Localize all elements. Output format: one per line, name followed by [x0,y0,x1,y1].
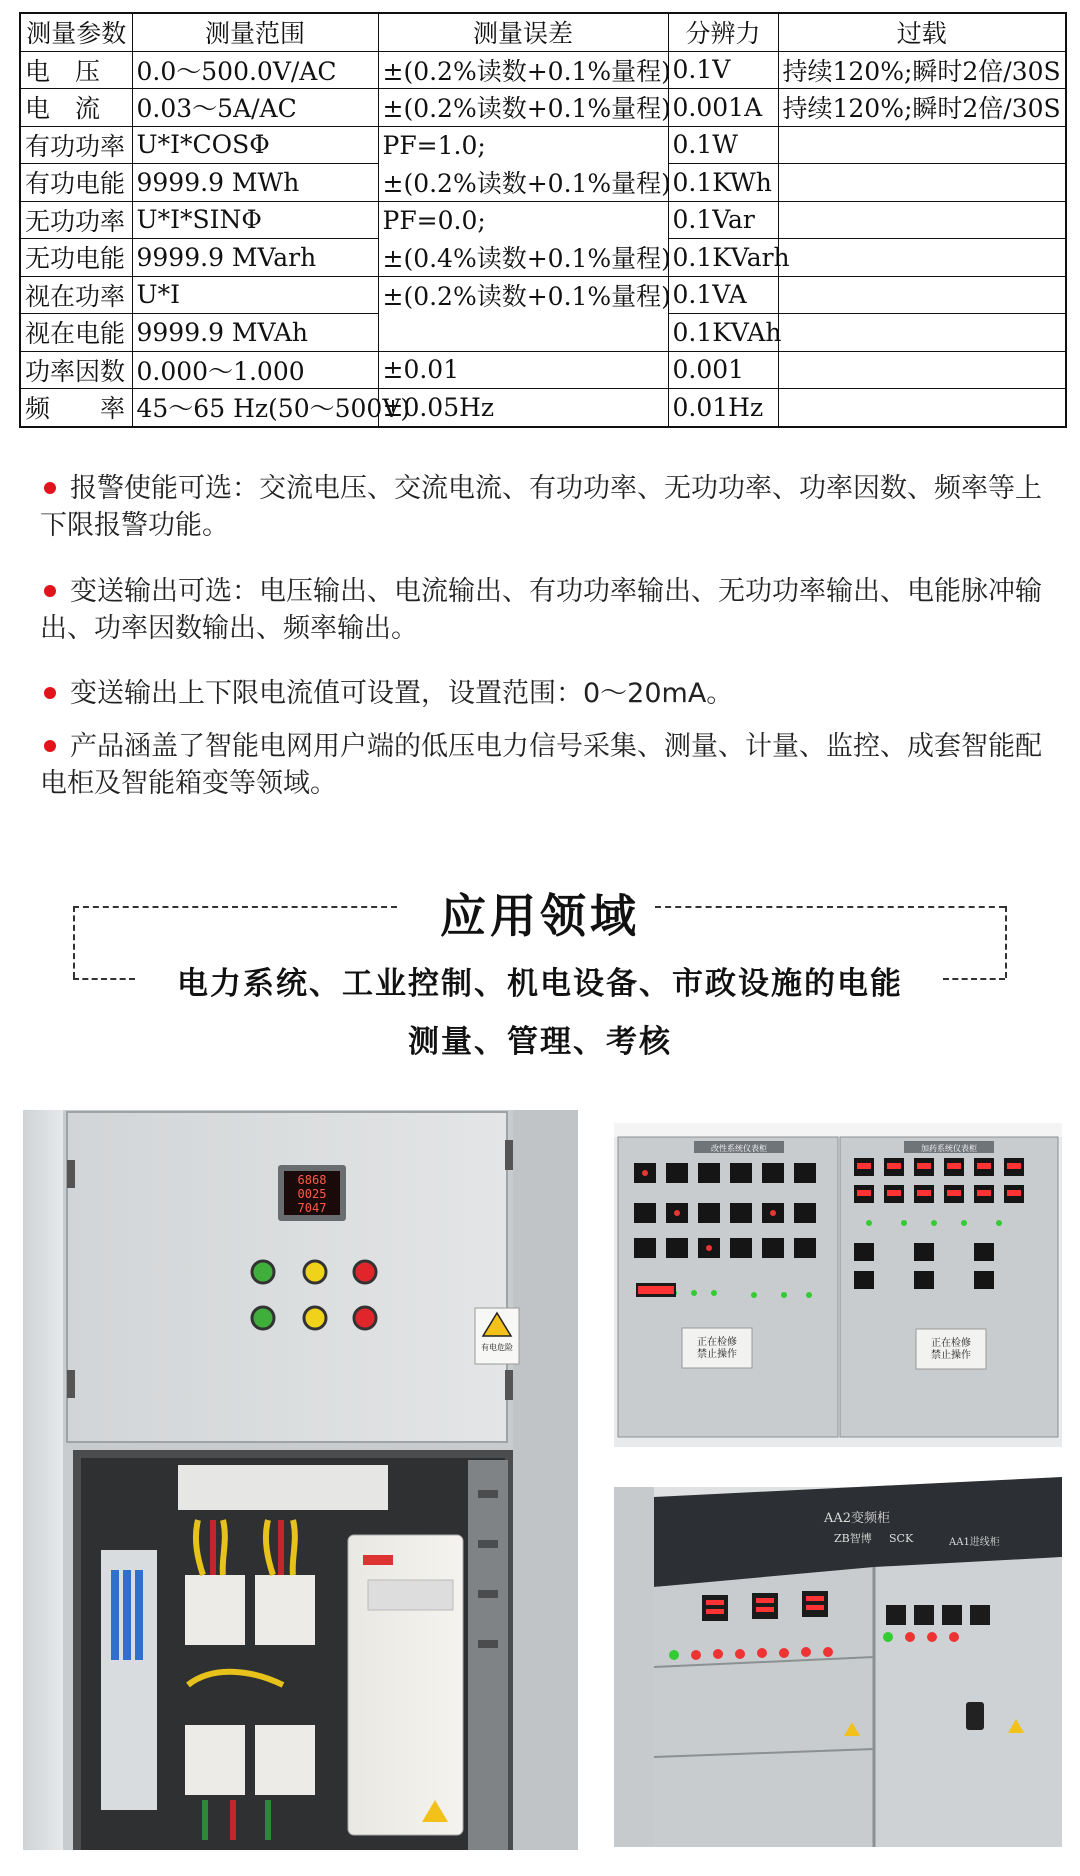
bullet-text: 变送输出可选：电压输出、电流输出、有功功率输出、无功功率输出、电能脉冲输出、功率因数输出、频率输出。 [40,576,1042,644]
bullet-text: 变送输出上下限电流值可设置，设置范围：0～20mA。 [70,678,734,709]
table-row [20,239,1066,277]
cell-error: ±0.05Hz [378,389,668,427]
sign-right: 正在检修禁止操作 [931,1338,971,1361]
cell-overload [778,276,1066,314]
panel-meter [278,1165,346,1221]
cell-range: 9999.9 MWh [132,164,378,202]
bullet-text: 产品涵盖了智能电网用户端的低压电力信号采集、测量、计量、监控、成套智能配电柜及智能箱变等领域。 [40,731,1042,799]
meter-line-3: 7047 [297,1201,327,1215]
photo-distribution-cabinets [614,1487,1062,1847]
warning-label-text: 有电危险 [481,1343,513,1352]
bullet-dot [44,687,56,699]
header-overload: 过载 [778,13,1066,51]
cell-range: U*I*SINΦ [132,201,378,239]
cell-resolution: 0.001A [668,89,778,127]
cell-error: ±(0.4%读数+0.1%量程) [378,239,668,277]
bullet-dot [44,740,56,752]
cell-overload [778,314,1066,352]
cell-error: PF=0.0; [378,201,668,239]
panel-header-left: 改性系统仪表柜 [711,1144,767,1153]
table-row [20,314,1066,352]
cell-range: 45～65 Hz(50～500V) [132,389,378,427]
table-row [20,51,1066,89]
cell-error: ±(0.2%读数+0.1%量程) [378,51,668,89]
cell-param: 电 流 [20,89,132,127]
cell-param: 有功功率 [20,126,132,164]
section-subtitle-line2: 测量、管理、考核 [408,1024,672,1060]
cell-error: PF=1.0; [378,126,668,164]
header-range: 测量范围 [132,13,378,51]
header-error: 测量误差 [378,13,668,51]
header-resolution: 分辨力 [668,13,778,51]
cell-overload [778,351,1066,389]
cabinet-label-4: AA1进线柜 [949,1537,1000,1548]
photo-switch-cabinet [23,1110,578,1850]
cell-resolution: 0.1Var [668,201,778,239]
cell-overload [778,201,1066,239]
cell-error: ±(0.2%读数+0.1%量程) [378,164,668,202]
cabinet-label-3: SCK [889,1532,914,1545]
cell-param: 视在电能 [20,314,132,352]
cell-param: 视在功率 [20,276,132,314]
warning-label [475,1308,519,1364]
cell-overload [778,389,1066,427]
table-row [20,126,1066,164]
cell-param: 无功功率 [20,201,132,239]
cell-range: 9999.9 MVarh [132,239,378,277]
cell-overload [778,126,1066,164]
distribution-cabinets-illustration [614,1487,1062,1847]
cell-range: 0.0～500.0V/AC [132,51,378,89]
cell-overload [778,239,1066,277]
cell-resolution: 0.1V [668,51,778,89]
cell-range: U*I*COSΦ [132,126,378,164]
table-row [20,351,1066,389]
cell-error [378,314,668,352]
bullet-dot [44,585,56,597]
cell-error: ±(0.2%读数+0.1%量程) [378,89,668,127]
cell-error: ±0.01 [378,351,668,389]
panel-header-right: 加药系统仪表柜 [921,1144,977,1153]
photo-instrument-panels [614,1123,1062,1447]
cell-resolution: 0.01Hz [668,389,778,427]
instrument-panels-illustration [614,1123,1062,1447]
bullet-text: 报警使能可选：交流电压、交流电流、有功功率、无功功率、功率因数、频率等上下限报警功能。 [40,473,1042,541]
section-subtitle-line1: 电力系统、工业控制、机电设备、市政设施的电能 [177,966,903,1002]
cell-range: U*I [132,276,378,314]
bullet-alarm [40,470,1050,544]
table-row [20,89,1066,127]
header-param: 测量参数 [20,13,132,51]
cell-range: 0.03～5A/AC [132,89,378,127]
cabinet-label-2: ZB智博 [834,1532,872,1545]
table-row [20,201,1066,239]
cell-param: 频 率 [20,389,132,427]
cell-range: 0.000～1.000 [132,351,378,389]
table-row [20,276,1066,314]
table-row [20,164,1066,202]
cell-param: 无功电能 [20,239,132,277]
cell-resolution: 0.1VA [668,276,778,314]
sign-left: 正在检修禁止操作 [697,1337,737,1360]
bullet-dot [44,482,56,494]
cell-resolution: 0.1KWh [668,164,778,202]
cabinet-label-1: AA2变频柜 [824,1511,891,1526]
cell-overload: 持续120%;瞬时2倍/30S [778,51,1066,89]
cell-param: 电 压 [20,51,132,89]
cell-param: 功率因数 [20,351,132,389]
table-row [20,389,1066,427]
cell-overload: 持续120%;瞬时2倍/30S [778,89,1066,127]
cell-param: 有功电能 [20,164,132,202]
cell-resolution: 0.1W [668,126,778,164]
spec-table [19,12,1067,428]
cell-resolution: 0.001 [668,351,778,389]
section-title: 应用领域 [440,889,640,943]
bullet-coverage [40,728,1050,802]
cell-resolution: 0.1KVarh [668,239,778,277]
cell-resolution: 0.1KVAh [668,314,778,352]
cell-range: 9999.9 MVAh [132,314,378,352]
meter-line-1: 6868 [297,1173,327,1187]
switch-cabinet-illustration [23,1110,578,1850]
table-header-row [20,13,1066,51]
cell-error: ±(0.2%读数+0.1%量程) [378,276,668,314]
bullet-transmit-output [40,573,1050,647]
frequency-inverter [348,1535,463,1835]
meter-line-2: 0025 [297,1187,327,1201]
bullet-current-range [40,675,1050,712]
cell-overload [778,164,1066,202]
